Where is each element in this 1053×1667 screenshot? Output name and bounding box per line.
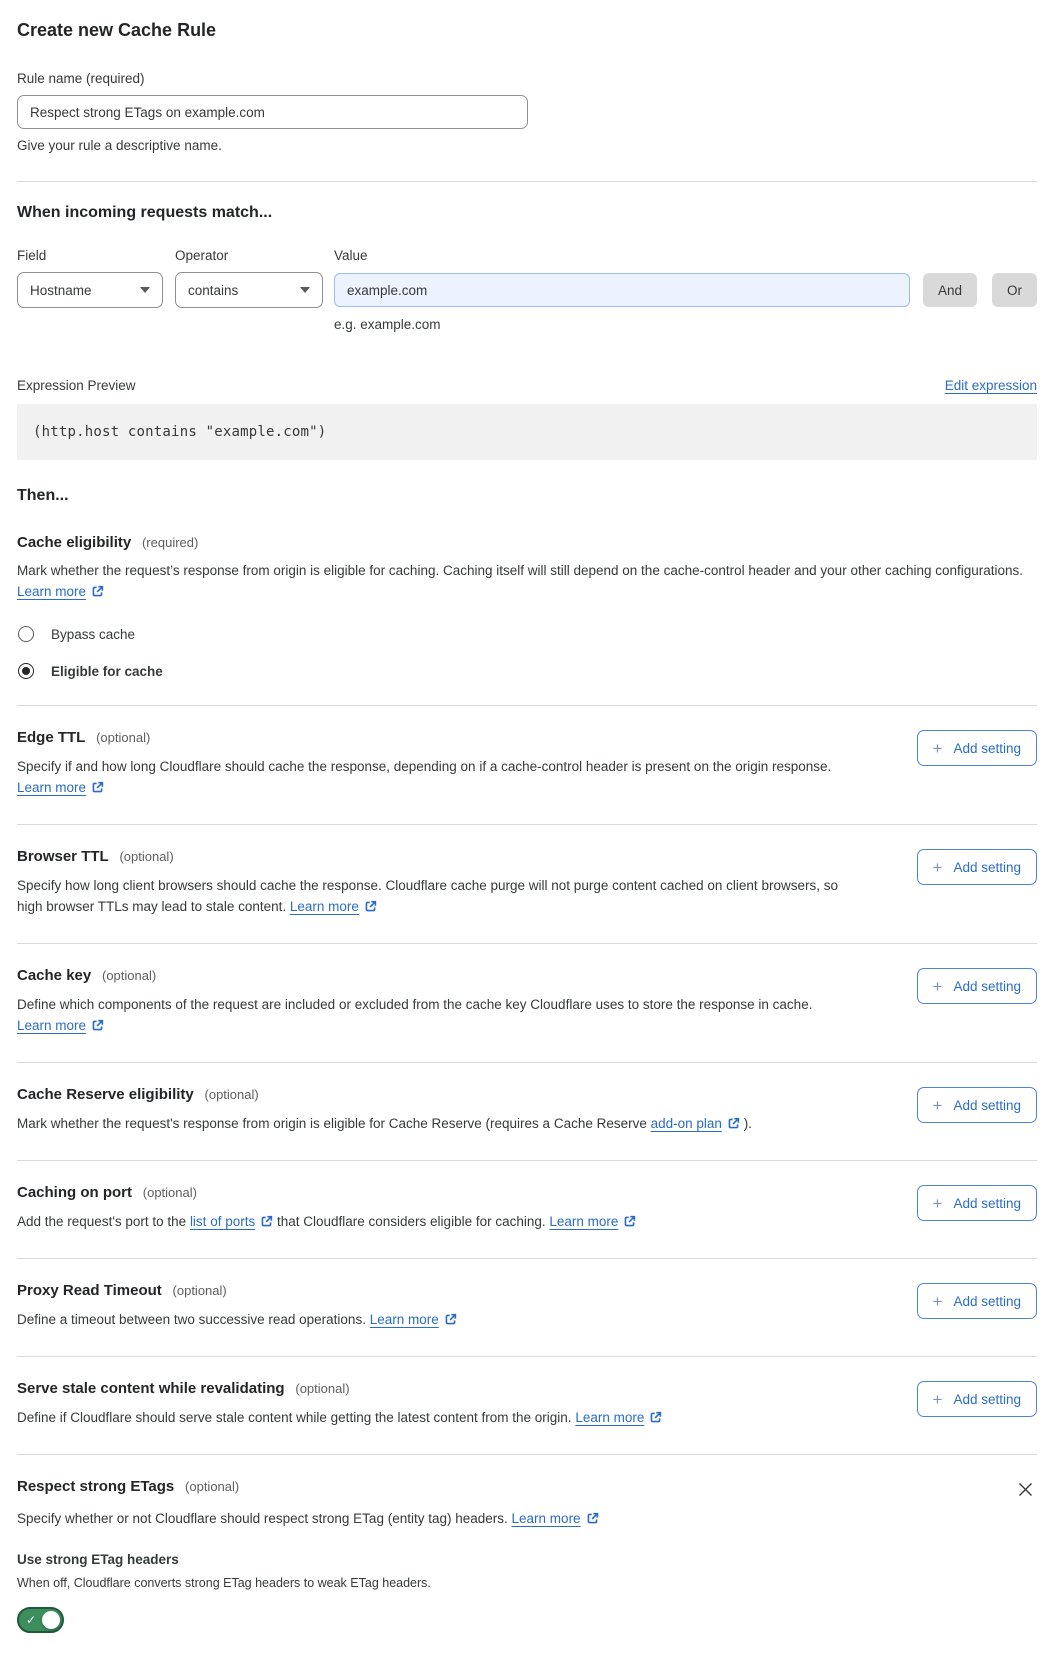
operator-select[interactable] — [175, 272, 323, 308]
inline-link[interactable]: Learn more — [17, 584, 87, 599]
setting-description: Define a timeout between two successive read operations. Learn more — [17, 1309, 457, 1330]
external-link-icon — [649, 1411, 662, 1424]
setting-section — [17, 1062, 1037, 1160]
setting-title: Caching on port — [17, 1184, 132, 1201]
plus-icon: + — [932, 1291, 943, 1311]
radio-label: Bypass cache — [51, 626, 136, 642]
plus-icon: + — [932, 738, 943, 758]
value-input[interactable] — [334, 273, 910, 307]
radio-option-bypass-cache[interactable] — [17, 626, 1037, 642]
optional-label: (optional) — [185, 1479, 240, 1494]
inline-link[interactable]: list of ports — [189, 1214, 256, 1229]
external-link-icon — [364, 900, 377, 913]
or-button[interactable]: Or — [992, 273, 1037, 307]
external-link-icon — [727, 1117, 740, 1130]
etags-description: Specify whether or not Cloudflare should respect strong ETag (entity tag) headers. Learn more — [17, 1508, 1032, 1529]
add-setting-label: Add setting — [953, 1391, 1021, 1407]
inline-link[interactable]: Learn more — [17, 1018, 87, 1033]
inline-link[interactable]: Learn more — [575, 1410, 645, 1425]
expression-preview-label: Expression Preview — [17, 378, 136, 393]
field-select[interactable] — [17, 272, 163, 308]
setting-title: Cache Reserve eligibility — [17, 1086, 194, 1103]
optional-label: (optional) — [204, 1087, 259, 1102]
setting-description: Define which components of the request are included or excluded from the cache key Cloudflare uses to store the response in cache. Learn more — [17, 997, 813, 1033]
setting-section — [17, 705, 1037, 824]
rule-name-helper: Give your rule a descriptive name. — [17, 138, 222, 153]
plus-icon: + — [932, 857, 943, 877]
setting-title: Proxy Read Timeout — [17, 1282, 162, 1299]
etags-sub-description: When off, Cloudflare converts strong ETag headers to weak ETag headers. — [17, 1576, 431, 1590]
setting-description: Mark whether the request's response from origin is eligible for Cache Reserve (requires a Cache Reserve add-on plan ). — [17, 1116, 752, 1131]
radio-unselected-icon — [18, 626, 34, 642]
toggle-knob — [42, 1611, 60, 1629]
operator-select-value: contains — [188, 282, 239, 298]
setting-section — [17, 943, 1037, 1062]
external-link-icon — [586, 1512, 599, 1525]
add-setting-button[interactable] — [917, 730, 1037, 766]
setting-section — [17, 1258, 1037, 1356]
required-label: (required) — [141, 535, 199, 550]
radio-option-eligible-for-cache[interactable] — [17, 663, 1037, 679]
external-link-icon — [444, 1313, 457, 1326]
rule-name-input[interactable] — [17, 95, 528, 129]
optional-label: (optional) — [101, 968, 157, 983]
setting-description: Add the request's port to the list of ports that Cloudflare considers eligible for caching. Learn more — [17, 1211, 636, 1232]
add-setting-label: Add setting — [953, 1097, 1021, 1113]
match-row — [17, 248, 1037, 332]
optional-label: (optional) — [96, 730, 151, 745]
add-setting-label: Add setting — [953, 1293, 1021, 1309]
radio-selected-icon — [18, 663, 34, 679]
add-setting-button[interactable] — [917, 849, 1037, 885]
inline-link[interactable]: Learn more — [369, 1312, 439, 1327]
cache-eligibility-title: Cache eligibility — [17, 534, 132, 551]
value-label: Value — [334, 248, 368, 263]
plus-icon: + — [932, 1389, 943, 1409]
value-helper: e.g. example.com — [334, 317, 441, 332]
check-icon: ✓ — [26, 1613, 37, 1627]
expression-code: (http.host contains "example.com") — [17, 404, 1037, 460]
plus-icon: + — [932, 1095, 943, 1115]
inline-link[interactable]: Learn more — [289, 899, 359, 914]
strong-etag-toggle[interactable] — [17, 1607, 64, 1633]
add-setting-button[interactable] — [917, 968, 1037, 1004]
inline-link[interactable]: Learn more — [17, 780, 87, 795]
setting-title: Serve stale content while revalidating — [17, 1380, 285, 1397]
optional-label: (optional) — [172, 1283, 227, 1298]
setting-description: Define if Cloudflare should serve stale content while getting the latest content from the origin. Learn more — [17, 1407, 662, 1428]
add-setting-button[interactable] — [917, 1185, 1037, 1221]
plus-icon: + — [932, 976, 943, 996]
field-label: Field — [17, 248, 47, 263]
respect-strong-etags-section — [17, 1455, 1037, 1633]
add-setting-label: Add setting — [953, 1195, 1021, 1211]
external-link-icon — [91, 1019, 104, 1032]
and-button[interactable]: And — [923, 273, 977, 307]
external-link-icon — [91, 585, 104, 598]
caret-down-icon — [140, 287, 150, 293]
inline-link[interactable]: add-on plan — [650, 1116, 722, 1131]
caret-down-icon — [300, 287, 310, 293]
inline-link[interactable]: Learn more — [511, 1511, 581, 1526]
setting-title: Edge TTL — [17, 729, 86, 746]
external-link-icon — [260, 1215, 273, 1228]
operator-label: Operator — [175, 248, 229, 263]
add-setting-button[interactable] — [917, 1283, 1037, 1319]
external-link-icon — [623, 1215, 636, 1228]
edit-expression-link[interactable]: Edit expression — [944, 378, 1037, 393]
add-setting-label: Add setting — [953, 859, 1021, 875]
add-setting-button[interactable] — [917, 1381, 1037, 1417]
optional-label: (optional) — [119, 849, 174, 864]
then-heading: Then... — [17, 487, 69, 504]
add-setting-label: Add setting — [953, 740, 1021, 756]
setting-description: Specify if and how long Cloudflare should cache the response, depending on if a cache-control header is present on the origin response. Learn more — [17, 759, 832, 795]
setting-description: Specify how long client browsers should cache the response. Cloudflare cache purge will not purge content cached on client browsers, so high browser TTLs may lead to stale content. Learn more — [17, 878, 838, 914]
setting-section — [17, 1160, 1037, 1258]
optional-label: (optional) — [295, 1381, 350, 1396]
etags-title: Respect strong ETags — [17, 1478, 175, 1495]
match-heading: When incoming requests match... — [17, 204, 273, 221]
settings-sections — [17, 705, 1037, 1455]
cache-eligibility-description: Mark whether the request’s response from origin is eligible for caching. Caching itself will still depend on the cache-control header and your other caching configurations. Learn more — [17, 563, 1024, 599]
external-link-icon — [91, 781, 104, 794]
rule-name-group — [17, 71, 1037, 153]
etags-sub-title: Use strong ETag headers — [17, 1552, 179, 1567]
setting-section — [17, 1356, 1037, 1454]
page-title: Create new Cache Rule — [17, 20, 217, 40]
rule-name-label: Rule name (required) — [17, 71, 145, 86]
close-icon[interactable] — [1016, 1480, 1035, 1499]
radio-label: Eligible for cache — [51, 663, 163, 679]
setting-section — [17, 824, 1037, 943]
divider — [17, 181, 1037, 182]
field-select-value: Hostname — [30, 282, 92, 298]
add-setting-button[interactable] — [917, 1087, 1037, 1123]
setting-title: Browser TTL — [17, 848, 109, 865]
inline-link[interactable]: Learn more — [549, 1214, 619, 1229]
cache-eligibility-block — [17, 534, 1037, 679]
optional-label: (optional) — [142, 1185, 197, 1200]
setting-title: Cache key — [17, 967, 92, 984]
add-setting-label: Add setting — [953, 978, 1021, 994]
plus-icon: + — [932, 1193, 943, 1213]
